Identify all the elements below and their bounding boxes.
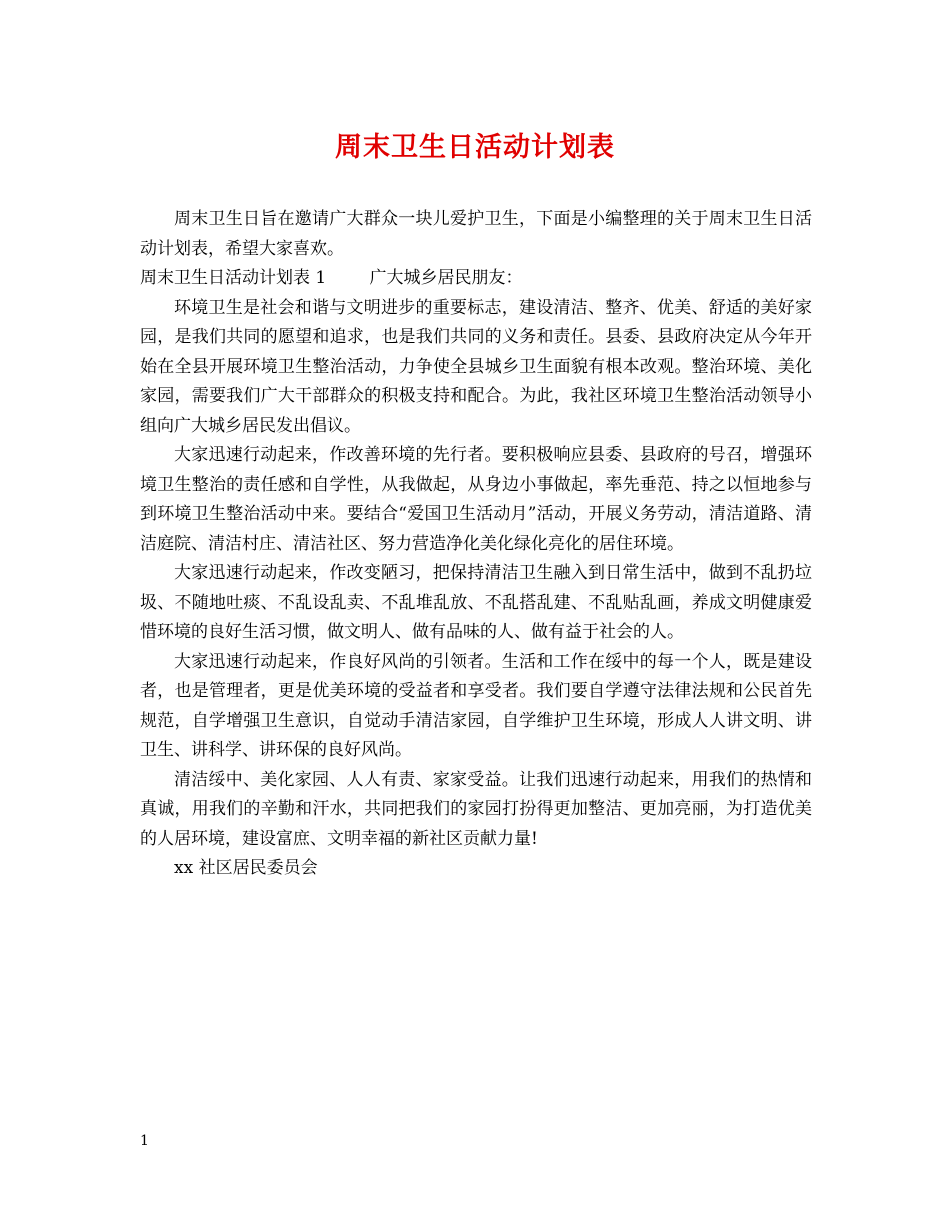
- section-heading: 周末卫生日活动计划表 1 广大城乡居民朋友：: [140, 268, 523, 288]
- body-paragraph-4: 大家迅速行动起来，作良好风尚的引领者。生活和工作在绥中的每一个人，既是建设者，也是管理者，更是优美环境的受益者和享受者。我们要自学遵守法律法规和公民首先规范，自学增强卫生意识，自觉动手清洁家园，自学维护卫生环境，形成人人讲文明、讲卫生、讲科学、讲环保的良好风尚。: [140, 651, 812, 760]
- intro-paragraph: 周末卫生日旨在邀请广大群众一块儿爱护卫生，下面是小编整理的关于周末卫生日活动计划表，希望大家喜欢。: [140, 209, 812, 259]
- document-body: [140, 205, 812, 884]
- body-paragraph-2: 大家迅速行动起来，作改善环境的先行者。要积极响应县委、县政府的号召，增强环境卫生整治的责任感和自学性，从我做起，从身边小事做起，率先垂范、持之以恒地参与到环境卫生整治活动中来。要结合“爱国卫生活动月”活动，开展义务劳动，清洁道路、清洁庭院、清洁村庄、清洁社区、努力营造净化美化绿化亮化的居住环境。: [140, 445, 812, 554]
- body-paragraph-3: 大家迅速行动起来，作改变陋习，把保持清洁卫生融入到日常生活中，做到不乱扔垃圾、不随地吐痰、不乱设乱卖、不乱堆乱放、不乱搭乱建、不乱贴乱画，养成文明健康爱惜环境的良好生活习惯，做文明人、做有品味的人、做有益于社会的人。: [140, 563, 812, 642]
- page-number: 1: [140, 1133, 149, 1149]
- body-paragraph-5: 清洁绥中、美化家园、人人有责、家家受益。让我们迅速行动起来，用我们的热情和真诚，用我们的辛勤和汗水，共同把我们的家园打扮得更加整洁、更加亮丽，为打造优美的人居环境，建设富庶、文明幸福的新社区贡献力量!: [140, 769, 812, 849]
- page-title: 周末卫生日活动计划表: [335, 132, 615, 163]
- signature: xx 社区居民委员会: [174, 858, 318, 878]
- body-paragraph-1: 环境卫生是社会和谐与文明进步的重要标志，建设清洁、整齐、优美、舒适的美好家园，是我们共同的愿望和追求，也是我们共同的义务和责任。县委、县政府决定从今年开始在全县开展环境卫生整治活动，力争使全县城乡卫生面貌有根本改观。整治环境、美化家园，需要我们广大干部群众的积极支持和配合。为此，我社区环境卫生整治活动领导小组向广大城乡居民发出倡议。: [140, 297, 812, 436]
